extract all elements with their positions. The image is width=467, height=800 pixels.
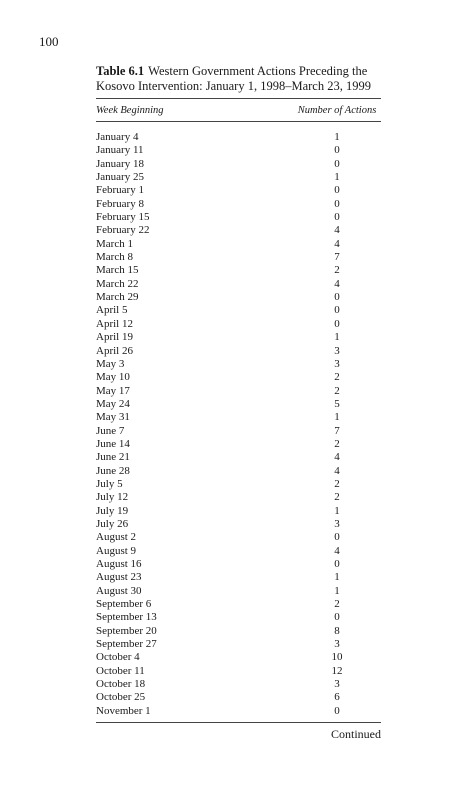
count-cell: 3	[334, 517, 340, 530]
table-row	[96, 585, 381, 598]
count-cell: 0	[334, 704, 340, 717]
week-cell: March 29	[96, 291, 139, 304]
table-top-rule	[96, 98, 381, 99]
week-cell: May 17	[96, 384, 130, 397]
count-cell: 2	[334, 371, 340, 384]
week-cell: March 15	[96, 264, 139, 277]
week-cell: February 22	[96, 224, 150, 237]
week-cell: March 1	[96, 237, 133, 250]
table-row	[96, 611, 381, 624]
table-row	[96, 691, 381, 704]
week-cell: October 4	[96, 651, 140, 664]
table-row	[96, 598, 381, 611]
week-cell: May 3	[96, 357, 125, 370]
week-cell: August 30	[96, 584, 142, 597]
count-cell: 0	[334, 531, 340, 544]
week-cell: January 4	[96, 131, 139, 143]
count-cell: 2	[334, 491, 340, 504]
count-cell: 5	[334, 397, 340, 410]
count-cell: 1	[334, 571, 340, 584]
count-cell: 3	[334, 678, 340, 691]
week-cell: August 16	[96, 558, 142, 570]
table-row	[96, 665, 381, 678]
week-cell: August 2	[96, 531, 137, 544]
week-cell: September 27	[96, 638, 157, 651]
table-row	[96, 264, 381, 277]
count-cell: 0	[334, 304, 340, 317]
table-row	[96, 638, 381, 651]
table-title: Western Government Actions Preceding the Kosovo Intervention: January 1, 1998–March 23, 1999	[96, 64, 371, 93]
table-row	[96, 451, 381, 464]
table-row	[96, 398, 381, 411]
week-cell: June 28	[96, 464, 130, 477]
week-cell: April 26	[96, 344, 133, 357]
count-cell: 0	[334, 184, 340, 197]
continued-label: Continued	[331, 727, 381, 742]
table-row	[96, 318, 381, 331]
count-cell: 0	[334, 291, 340, 304]
count-cell: 3	[334, 357, 340, 370]
count-cell: 4	[334, 224, 340, 237]
week-cell: April 12	[96, 317, 133, 330]
table-row	[96, 345, 381, 358]
table-row	[96, 251, 381, 264]
week-cell: July 12	[96, 491, 129, 504]
week-cell: January 11	[96, 144, 144, 157]
table-row	[96, 411, 381, 424]
count-cell: 0	[334, 157, 340, 170]
column-header-count: Number of Actions	[297, 104, 377, 116]
week-cell: October 18	[96, 678, 146, 691]
page-number: 100	[39, 34, 59, 49]
count-cell: 1	[334, 331, 340, 344]
count-cell: 0	[334, 197, 340, 210]
week-cell: June 7	[96, 424, 125, 437]
count-cell: 1	[334, 411, 340, 424]
week-cell: July 26	[96, 517, 129, 530]
table-row	[96, 491, 381, 504]
table-row	[96, 331, 381, 344]
count-cell: 3	[334, 638, 340, 651]
week-cell: March 8	[96, 251, 133, 264]
count-cell: 2	[334, 384, 340, 397]
table-row	[96, 238, 381, 251]
table-row	[96, 304, 381, 317]
week-cell: February 8	[96, 197, 144, 210]
count-cell: 4	[334, 464, 340, 477]
count-cell: 4	[334, 544, 340, 557]
count-cell: 1	[334, 584, 340, 597]
table-row	[96, 558, 381, 571]
table-row	[96, 545, 381, 558]
table-bottom-rule	[96, 722, 381, 723]
count-cell: 0	[334, 611, 340, 624]
count-cell: 2	[334, 598, 340, 611]
table-row	[96, 171, 381, 184]
table-6-1	[96, 64, 381, 742]
week-cell: January 25	[96, 171, 144, 184]
column-header-week: Week Beginning	[96, 104, 164, 116]
count-cell: 4	[334, 451, 340, 464]
count-cell: 7	[334, 424, 340, 437]
week-cell: January 18	[96, 157, 144, 170]
week-cell: May 10	[96, 371, 130, 384]
table-row	[96, 505, 381, 518]
table-header-rule	[96, 121, 381, 122]
table-row	[96, 531, 381, 544]
table-row	[96, 651, 381, 664]
count-cell: 1	[334, 171, 340, 184]
count-cell: 0	[334, 211, 340, 224]
count-cell: 2	[334, 477, 340, 490]
count-cell: 0	[334, 317, 340, 330]
table-row	[96, 158, 381, 171]
table-row	[96, 144, 381, 157]
week-cell: March 22	[96, 277, 139, 290]
table-row	[96, 198, 381, 211]
week-cell: July 5	[96, 477, 123, 490]
week-cell: September 6	[96, 598, 152, 611]
table-row	[96, 678, 381, 691]
table-row	[96, 385, 381, 398]
week-cell: October 25	[96, 691, 146, 704]
count-cell: 0	[334, 558, 340, 570]
count-cell: 1	[334, 504, 340, 517]
week-cell: April 19	[96, 331, 133, 344]
count-cell: 0	[334, 144, 340, 157]
table-row	[96, 131, 381, 144]
week-cell: June 21	[96, 451, 130, 464]
table-body	[96, 131, 381, 718]
count-cell: 10	[331, 651, 343, 664]
week-cell: February 1	[96, 184, 144, 197]
count-cell: 6	[334, 691, 340, 704]
week-cell: June 14	[96, 437, 130, 450]
table-row	[96, 465, 381, 478]
week-cell: July 19	[96, 504, 129, 517]
table-row	[96, 278, 381, 291]
week-cell: September 20	[96, 624, 157, 637]
table-caption	[96, 64, 381, 94]
table-row	[96, 438, 381, 451]
table-row	[96, 705, 381, 718]
count-cell: 3	[334, 344, 340, 357]
table-row	[96, 371, 381, 384]
count-cell: 4	[334, 277, 340, 290]
table-row	[96, 224, 381, 237]
count-cell: 7	[334, 251, 340, 264]
table-header-row	[96, 100, 381, 121]
week-cell: August 9	[96, 544, 137, 557]
week-cell: September 13	[96, 611, 157, 624]
count-cell: 8	[334, 624, 340, 637]
table-row	[96, 478, 381, 491]
table-row	[96, 184, 381, 197]
table-row	[96, 358, 381, 371]
week-cell: April 5	[96, 304, 128, 317]
table-row	[96, 625, 381, 638]
week-cell: February 15	[96, 211, 150, 224]
week-cell: August 23	[96, 571, 142, 584]
table-row	[96, 425, 381, 438]
week-cell: October 11	[96, 664, 145, 677]
count-cell: 1	[334, 131, 340, 143]
week-cell: May 24	[96, 397, 130, 410]
table-row	[96, 518, 381, 531]
count-cell: 4	[334, 237, 340, 250]
table-label: Table 6.1	[96, 64, 145, 78]
table-row	[96, 571, 381, 584]
count-cell: 2	[334, 437, 340, 450]
week-cell: November 1	[96, 704, 151, 717]
table-row	[96, 211, 381, 224]
week-cell: May 31	[96, 411, 130, 424]
count-cell: 2	[334, 264, 340, 277]
count-cell: 12	[331, 664, 343, 677]
table-row	[96, 291, 381, 304]
